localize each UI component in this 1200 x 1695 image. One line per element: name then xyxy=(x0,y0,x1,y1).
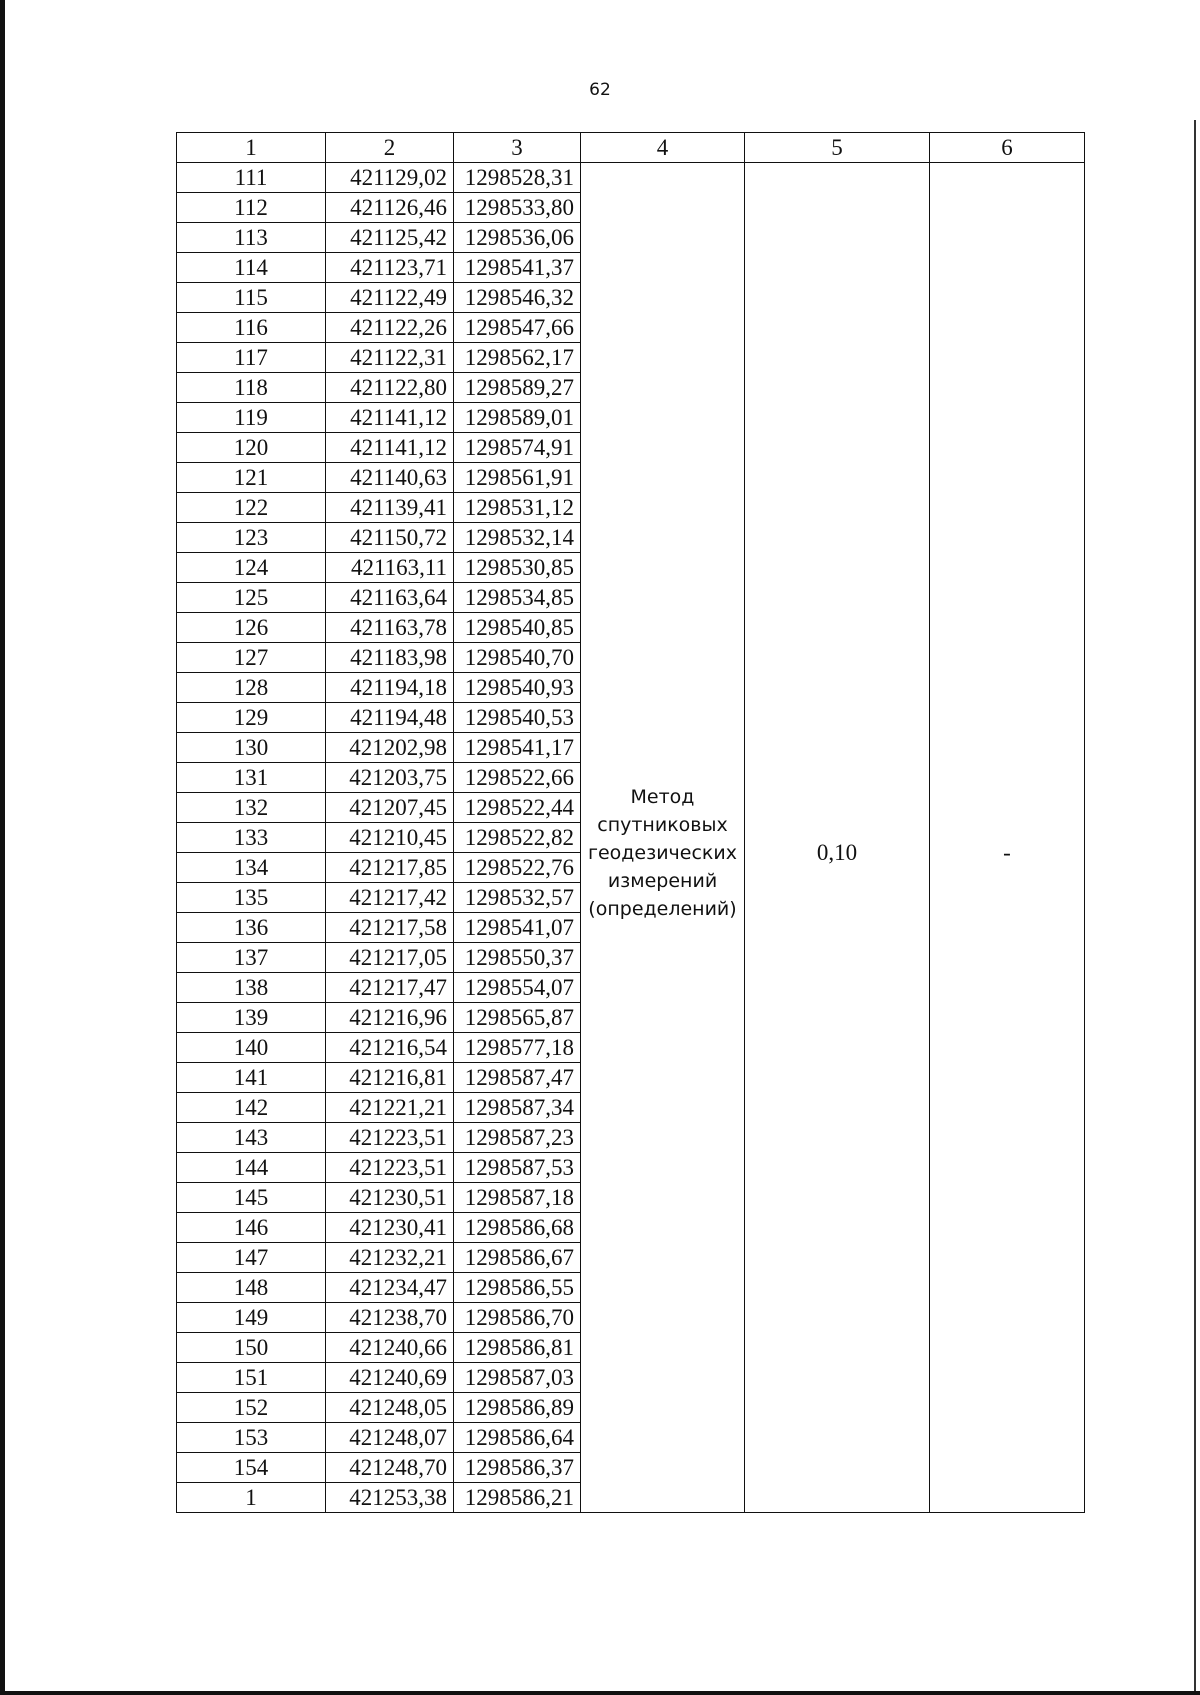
point-number-cell: 147 xyxy=(177,1243,326,1273)
x-coordinate-cell: 421202,98 xyxy=(326,733,454,763)
x-coordinate-cell: 421125,42 xyxy=(326,223,454,253)
y-coordinate-cell: 1298546,32 xyxy=(454,283,581,313)
x-coordinate-cell: 421232,21 xyxy=(326,1243,454,1273)
x-coordinate-cell: 421203,75 xyxy=(326,763,454,793)
y-coordinate-cell: 1298532,14 xyxy=(454,523,581,553)
point-number-cell: 124 xyxy=(177,553,326,583)
point-number-cell: 145 xyxy=(177,1183,326,1213)
point-number-cell: 125 xyxy=(177,583,326,613)
point-number-cell: 128 xyxy=(177,673,326,703)
point-number-cell: 131 xyxy=(177,763,326,793)
x-coordinate-cell: 421234,47 xyxy=(326,1273,454,1303)
y-coordinate-cell: 1298522,82 xyxy=(454,823,581,853)
y-coordinate-cell: 1298522,66 xyxy=(454,763,581,793)
accuracy-cell xyxy=(745,163,930,1513)
point-number-cell: 139 xyxy=(177,1003,326,1033)
point-number-cell: 136 xyxy=(177,913,326,943)
table-body xyxy=(177,163,1085,1513)
point-number-cell: 134 xyxy=(177,853,326,883)
x-coordinate-cell: 421221,21 xyxy=(326,1093,454,1123)
x-coordinate-cell: 421223,51 xyxy=(326,1153,454,1183)
y-coordinate-cell: 1298586,55 xyxy=(454,1273,581,1303)
point-number-cell: 118 xyxy=(177,373,326,403)
y-coordinate-cell: 1298531,12 xyxy=(454,493,581,523)
y-coordinate-cell: 1298586,81 xyxy=(454,1333,581,1363)
y-coordinate-cell: 1298554,07 xyxy=(454,973,581,1003)
x-coordinate-cell: 421122,31 xyxy=(326,343,454,373)
y-coordinate-cell: 1298547,66 xyxy=(454,313,581,343)
point-number-cell: 148 xyxy=(177,1273,326,1303)
y-coordinate-cell: 1298530,85 xyxy=(454,553,581,583)
point-number-cell: 1 xyxy=(177,1483,326,1513)
table-header-row xyxy=(177,133,1085,163)
column6-cell xyxy=(930,163,1085,1513)
y-coordinate-cell: 1298587,34 xyxy=(454,1093,581,1123)
method-cell xyxy=(581,163,745,1513)
y-coordinate-cell: 1298522,44 xyxy=(454,793,581,823)
x-coordinate-cell: 421122,49 xyxy=(326,283,454,313)
point-number-cell: 129 xyxy=(177,703,326,733)
x-coordinate-cell: 421216,96 xyxy=(326,1003,454,1033)
y-coordinate-cell: 1298541,17 xyxy=(454,733,581,763)
point-number-cell: 149 xyxy=(177,1303,326,1333)
y-coordinate-cell: 1298561,91 xyxy=(454,463,581,493)
x-coordinate-cell: 421129,02 xyxy=(326,163,454,193)
y-coordinate-cell: 1298587,03 xyxy=(454,1363,581,1393)
y-coordinate-cell: 1298587,53 xyxy=(454,1153,581,1183)
point-number-cell: 119 xyxy=(177,403,326,433)
point-number-cell: 122 xyxy=(177,493,326,523)
x-coordinate-cell: 421126,46 xyxy=(326,193,454,223)
point-number-cell: 114 xyxy=(177,253,326,283)
header-col-6: 6 xyxy=(930,133,1085,163)
y-coordinate-cell: 1298565,87 xyxy=(454,1003,581,1033)
y-coordinate-cell: 1298540,53 xyxy=(454,703,581,733)
header-col-5: 5 xyxy=(745,133,930,163)
point-number-cell: 127 xyxy=(177,643,326,673)
point-number-cell: 133 xyxy=(177,823,326,853)
y-coordinate-cell: 1298541,37 xyxy=(454,253,581,283)
point-number-cell: 123 xyxy=(177,523,326,553)
y-coordinate-cell: 1298586,67 xyxy=(454,1243,581,1273)
x-coordinate-cell: 421248,05 xyxy=(326,1393,454,1423)
point-number-cell: 112 xyxy=(177,193,326,223)
x-coordinate-cell: 421140,63 xyxy=(326,463,454,493)
x-coordinate-cell: 421248,70 xyxy=(326,1453,454,1483)
x-coordinate-cell: 421217,58 xyxy=(326,913,454,943)
y-coordinate-cell: 1298540,85 xyxy=(454,613,581,643)
point-number-cell: 138 xyxy=(177,973,326,1003)
point-number-cell: 153 xyxy=(177,1423,326,1453)
x-coordinate-cell: 421194,18 xyxy=(326,673,454,703)
point-number-cell: 135 xyxy=(177,883,326,913)
y-coordinate-cell: 1298541,07 xyxy=(454,913,581,943)
y-coordinate-cell: 1298562,17 xyxy=(454,343,581,373)
point-number-cell: 154 xyxy=(177,1453,326,1483)
point-number-cell: 144 xyxy=(177,1153,326,1183)
y-coordinate-cell: 1298528,31 xyxy=(454,163,581,193)
y-coordinate-cell: 1298589,01 xyxy=(454,403,581,433)
point-number-cell: 151 xyxy=(177,1363,326,1393)
point-number-cell: 113 xyxy=(177,223,326,253)
x-coordinate-cell: 421216,54 xyxy=(326,1033,454,1063)
method-text: Метод спутниковых геодезических измерений (определений) xyxy=(587,785,737,920)
y-coordinate-cell: 1298587,18 xyxy=(454,1183,581,1213)
page-number: 62 xyxy=(589,80,611,100)
x-coordinate-cell: 421253,38 xyxy=(326,1483,454,1513)
x-coordinate-cell: 421230,51 xyxy=(326,1183,454,1213)
x-coordinate-cell: 421122,26 xyxy=(326,313,454,343)
x-coordinate-cell: 421230,41 xyxy=(326,1213,454,1243)
page-bottom-edge xyxy=(0,1691,1200,1695)
point-number-cell: 115 xyxy=(177,283,326,313)
page-left-edge xyxy=(0,0,5,1695)
y-coordinate-cell: 1298522,76 xyxy=(454,853,581,883)
x-coordinate-cell: 421238,70 xyxy=(326,1303,454,1333)
y-coordinate-cell: 1298550,37 xyxy=(454,943,581,973)
x-coordinate-cell: 421183,98 xyxy=(326,643,454,673)
x-coordinate-cell: 421123,71 xyxy=(326,253,454,283)
x-coordinate-cell: 421163,78 xyxy=(326,613,454,643)
point-number-cell: 120 xyxy=(177,433,326,463)
page-right-edge xyxy=(1194,120,1196,1695)
x-coordinate-cell: 421217,47 xyxy=(326,973,454,1003)
x-coordinate-cell: 421163,64 xyxy=(326,583,454,613)
x-coordinate-cell: 421141,12 xyxy=(326,403,454,433)
point-number-cell: 126 xyxy=(177,613,326,643)
point-number-cell: 152 xyxy=(177,1393,326,1423)
x-coordinate-cell: 421240,69 xyxy=(326,1363,454,1393)
y-coordinate-cell: 1298536,06 xyxy=(454,223,581,253)
x-coordinate-cell: 421194,48 xyxy=(326,703,454,733)
x-coordinate-cell: 421122,80 xyxy=(326,373,454,403)
point-number-cell: 132 xyxy=(177,793,326,823)
point-number-cell: 117 xyxy=(177,343,326,373)
y-coordinate-cell: 1298586,21 xyxy=(454,1483,581,1513)
y-coordinate-cell: 1298540,93 xyxy=(454,673,581,703)
point-number-cell: 116 xyxy=(177,313,326,343)
x-coordinate-cell: 421210,45 xyxy=(326,823,454,853)
point-number-cell: 141 xyxy=(177,1063,326,1093)
y-coordinate-cell: 1298589,27 xyxy=(454,373,581,403)
point-number-cell: 143 xyxy=(177,1123,326,1153)
x-coordinate-cell: 421163,11 xyxy=(326,553,454,583)
y-coordinate-cell: 1298587,47 xyxy=(454,1063,581,1093)
column6-value: - xyxy=(1003,839,1011,865)
x-coordinate-cell: 421217,05 xyxy=(326,943,454,973)
y-coordinate-cell: 1298534,85 xyxy=(454,583,581,613)
point-number-cell: 146 xyxy=(177,1213,326,1243)
x-coordinate-cell: 421223,51 xyxy=(326,1123,454,1153)
y-coordinate-cell: 1298587,23 xyxy=(454,1123,581,1153)
header-col-3: 3 xyxy=(454,133,581,163)
x-coordinate-cell: 421150,72 xyxy=(326,523,454,553)
header-col-1: 1 xyxy=(177,133,326,163)
header-col-4: 4 xyxy=(581,133,745,163)
point-number-cell: 111 xyxy=(177,163,326,193)
point-number-cell: 150 xyxy=(177,1333,326,1363)
coordinates-table xyxy=(176,132,1085,1513)
accuracy-value: 0,10 xyxy=(816,839,858,865)
y-coordinate-cell: 1298540,70 xyxy=(454,643,581,673)
point-number-cell: 121 xyxy=(177,463,326,493)
y-coordinate-cell: 1298532,57 xyxy=(454,883,581,913)
x-coordinate-cell: 421139,41 xyxy=(326,493,454,523)
point-number-cell: 130 xyxy=(177,733,326,763)
x-coordinate-cell: 421207,45 xyxy=(326,793,454,823)
point-number-cell: 142 xyxy=(177,1093,326,1123)
x-coordinate-cell: 421217,85 xyxy=(326,853,454,883)
y-coordinate-cell: 1298586,89 xyxy=(454,1393,581,1423)
y-coordinate-cell: 1298586,64 xyxy=(454,1423,581,1453)
point-number-cell: 140 xyxy=(177,1033,326,1063)
y-coordinate-cell: 1298586,70 xyxy=(454,1303,581,1333)
x-coordinate-cell: 421141,12 xyxy=(326,433,454,463)
point-number-cell: 137 xyxy=(177,943,326,973)
y-coordinate-cell: 1298586,37 xyxy=(454,1453,581,1483)
y-coordinate-cell: 1298533,80 xyxy=(454,193,581,223)
header-col-2: 2 xyxy=(326,133,454,163)
y-coordinate-cell: 1298577,18 xyxy=(454,1033,581,1063)
table-row xyxy=(177,163,1085,193)
y-coordinate-cell: 1298574,91 xyxy=(454,433,581,463)
y-coordinate-cell: 1298586,68 xyxy=(454,1213,581,1243)
x-coordinate-cell: 421248,07 xyxy=(326,1423,454,1453)
x-coordinate-cell: 421217,42 xyxy=(326,883,454,913)
x-coordinate-cell: 421240,66 xyxy=(326,1333,454,1363)
x-coordinate-cell: 421216,81 xyxy=(326,1063,454,1093)
